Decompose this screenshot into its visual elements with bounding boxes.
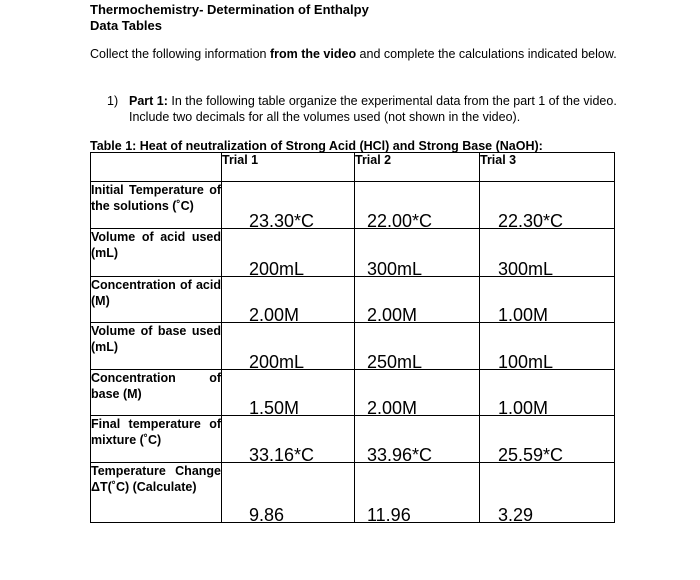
part-text: In the following table organize the experimental data from the part 1 of the video. Include two decimals for all the volumes used (not shown in the video). [129, 94, 617, 124]
cell-trial-3[interactable] [480, 370, 615, 416]
cell-value: 23.30*C [249, 211, 315, 231]
table-header-row [91, 153, 615, 182]
cell-value: 1.50M [249, 398, 300, 418]
cell-value: 1.00M [498, 398, 549, 418]
cell-trial-3[interactable] [480, 229, 615, 277]
cell-trial-3[interactable] [480, 463, 615, 523]
cell-trial-1[interactable] [222, 416, 355, 463]
table-row [91, 370, 615, 416]
cell-value: 25.59*C [498, 445, 564, 465]
cell-value: 200mL [249, 259, 305, 279]
cell-value: 3.29 [498, 505, 534, 525]
row-label: Initial Temperature of the solutions (˚C) [91, 182, 222, 229]
cell-trial-2[interactable] [355, 370, 480, 416]
cell-trial-2[interactable] [355, 323, 480, 370]
row-label: Volume of acid used (mL) [91, 229, 222, 277]
cell-trial-1[interactable] [222, 370, 355, 416]
intro-bold: from the video [269, 47, 357, 61]
cell-trial-2[interactable] [355, 416, 480, 463]
cell-trial-1[interactable] [222, 229, 355, 277]
cell-trial-1[interactable] [222, 323, 355, 370]
row-label: Final temperature of mixture (˚C) [91, 416, 222, 463]
cell-value: 33.16*C [249, 445, 315, 465]
row-label: Concentration of base (M) [91, 370, 222, 416]
cell-value: 100mL [498, 352, 554, 372]
row-label: Volume of base used (mL) [91, 323, 222, 370]
cell-trial-2[interactable] [355, 277, 480, 323]
table-row [91, 463, 615, 523]
list-number: 1) [107, 94, 119, 108]
table-row [91, 277, 615, 323]
cell-value: 2.00M [367, 305, 418, 325]
header-corner [91, 153, 222, 182]
table-row [91, 323, 615, 370]
subtitle-text: Data Tables [90, 18, 163, 33]
cell-trial-1[interactable] [222, 463, 355, 523]
cell-value: 33.96*C [367, 445, 433, 465]
cell-trial-3[interactable] [480, 277, 615, 323]
cell-trial-3[interactable] [480, 323, 615, 370]
intro-post: and complete the calculations indicated below. [356, 47, 617, 61]
row-label: Temperature Change ΔT(˚C) (Calculate) [91, 463, 222, 523]
cell-value: 9.86 [249, 505, 285, 525]
header-trial-3: Trial 3 [480, 153, 615, 182]
data-table [90, 152, 615, 523]
cell-trial-1[interactable] [222, 182, 355, 229]
cell-value: 2.00M [367, 398, 418, 418]
cell-value: 1.00M [498, 305, 549, 325]
part-label: Part 1: [129, 94, 168, 108]
cell-value: 300mL [498, 259, 554, 279]
title-text: Thermochemistry- Determination of Enthalpy [90, 2, 369, 17]
part-1-instructions [107, 93, 627, 125]
table-row [91, 182, 615, 229]
instructions-paragraph [90, 46, 620, 62]
cell-value: 200mL [249, 352, 305, 372]
cell-trial-3[interactable] [480, 416, 615, 463]
cell-value: 300mL [367, 259, 423, 279]
cell-trial-1[interactable] [222, 277, 355, 323]
cell-value: 22.30*C [498, 211, 564, 231]
row-label: Concentration of acid (M) [91, 277, 222, 323]
cell-value: 2.00M [249, 305, 300, 325]
cell-value: 22.00*C [367, 211, 433, 231]
cell-trial-2[interactable] [355, 182, 480, 229]
intro-pre: Collect the following information [90, 47, 270, 61]
document-title [90, 2, 369, 34]
cell-trial-2[interactable] [355, 229, 480, 277]
header-trial-1: Trial 1 [222, 153, 355, 182]
cell-value: 11.96 [367, 505, 411, 525]
table-row [91, 229, 615, 277]
table-caption: Table 1: Heat of neutralization of Strong Acid (HCl) and Strong Base (NaOH): [90, 139, 543, 153]
header-trial-2: Trial 2 [355, 153, 480, 182]
table-row [91, 416, 615, 463]
cell-trial-3[interactable] [480, 182, 615, 229]
cell-trial-2[interactable] [355, 463, 480, 523]
cell-value: 250mL [367, 352, 423, 372]
